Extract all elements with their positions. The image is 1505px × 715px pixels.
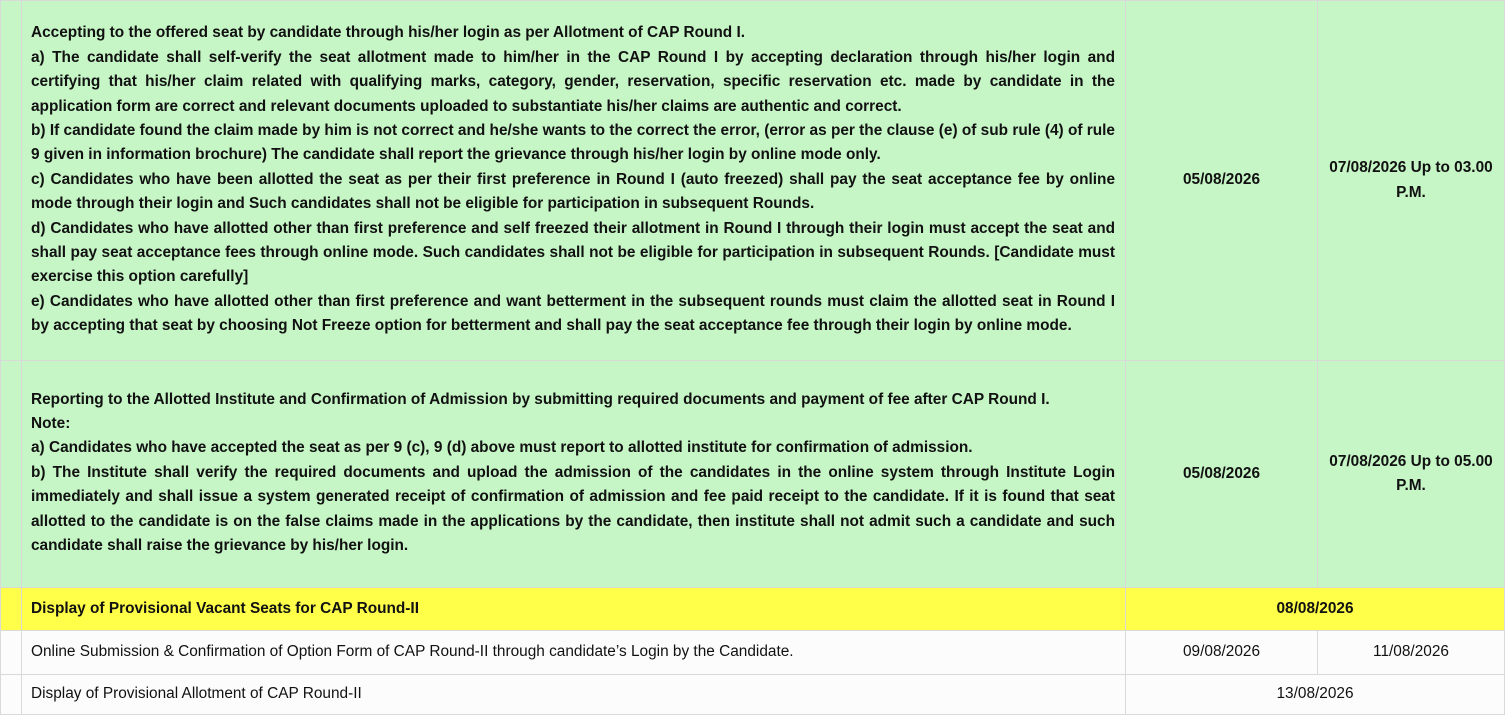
- clause-a: a) Candidates who have accepted the seat as per 9 (c), 9 (d) above must report to allotted institute for confirmation of admission.: [31, 439, 973, 457]
- row-gutter: [1, 588, 22, 631]
- table-row: [1, 361, 1505, 588]
- start-date: 09/08/2026: [1126, 631, 1318, 675]
- clause-e: e) Candidates who have allotted other than first preference and want betterment in the subsequent rounds must claim the allotted seat in Round I by accepting that seat by choosing Not Freeze option for betterment and shall pay the seat acceptance fee through their login by online mode.: [31, 292, 1115, 335]
- clause-b: b) If candidate found the claim made by him is not correct and he/she wants to the correct the error, (error as per the clause (e) of sub rule (4) of rule 9 given in information brochure) The candidate shall report the grievance through his/her login by online mode only.: [31, 121, 1115, 164]
- clause-b: b) The Institute shall verify the required documents and upload the admission of the candidates in the online system through Institute Login immediately and shall issue a system generated receipt of confirmation of admission and fee paid receipt to the candidate. If it is found that seat allotted to the candidate is on the false claims made in the applications by the candidate, then institute shall not admit such a candidate and such candidate shall raise the grievance by his/her login.: [31, 463, 1115, 555]
- activity-description: [22, 1, 1126, 361]
- clause-d: d) Candidates who have allotted other than first preference and self freezed their allotment in Round I through their login must accept the seat and shall pay seat acceptance fees through online mode. Such candidates shall not be eligible for participation in subsequent Rounds. [Candidate must exercise this option carefully]: [31, 219, 1115, 286]
- activity-description: Online Submission & Confirmation of Option Form of CAP Round-II through candidate’s Login by the Candidate.: [22, 631, 1126, 675]
- table-row: [1, 675, 1505, 715]
- activity-date: 08/08/2026: [1126, 588, 1505, 631]
- start-date: 05/08/2026: [1126, 361, 1318, 588]
- table-row: [1, 1, 1505, 361]
- activity-description: Display of Provisional Vacant Seats for CAP Round-II: [22, 588, 1126, 631]
- activity-heading: Accepting to the offered seat by candidate through his/her login as per Allotment of CAP Round I.: [31, 24, 746, 42]
- table-row: [1, 631, 1505, 675]
- note-label: Note:: [31, 414, 71, 432]
- row-gutter: [1, 361, 22, 588]
- activity-description: [22, 361, 1126, 588]
- row-gutter: [1, 1, 22, 361]
- row-gutter: [1, 631, 22, 675]
- end-date: 07/08/2026 Up to 03.00 P.M.: [1318, 1, 1505, 361]
- start-date: 05/08/2026: [1126, 1, 1318, 361]
- end-date: 07/08/2026 Up to 05.00 P.M.: [1318, 361, 1505, 588]
- activity-description: Display of Provisional Allotment of CAP Round-II: [22, 675, 1126, 715]
- activity-heading: Reporting to the Allotted Institute and Confirmation of Admission by submitting required documents and payment of fee after CAP Round I.: [31, 390, 1050, 408]
- clause-a: a) The candidate shall self-verify the seat allotment made to him/her in the CAP Round I by accepting declaration through his/her login and certifying that his/her claim related with qualifying marks, category, gender, reservation, specific reservation etc. made by candidate in the application form are correct and relevant documents uploaded to substantiate his/her claims are authentic and correct.: [31, 48, 1115, 115]
- table-row: [1, 588, 1505, 631]
- activity-date: 13/08/2026: [1126, 675, 1505, 715]
- end-date: 11/08/2026: [1318, 631, 1505, 675]
- clause-c: c) Candidates who have been allotted the seat as per their first preference in Round I (auto freezed) shall pay the seat acceptance fee by online mode through their login and Such candidates shall not be eligible for participation in subsequent Rounds.: [31, 170, 1115, 213]
- row-gutter: [1, 675, 22, 715]
